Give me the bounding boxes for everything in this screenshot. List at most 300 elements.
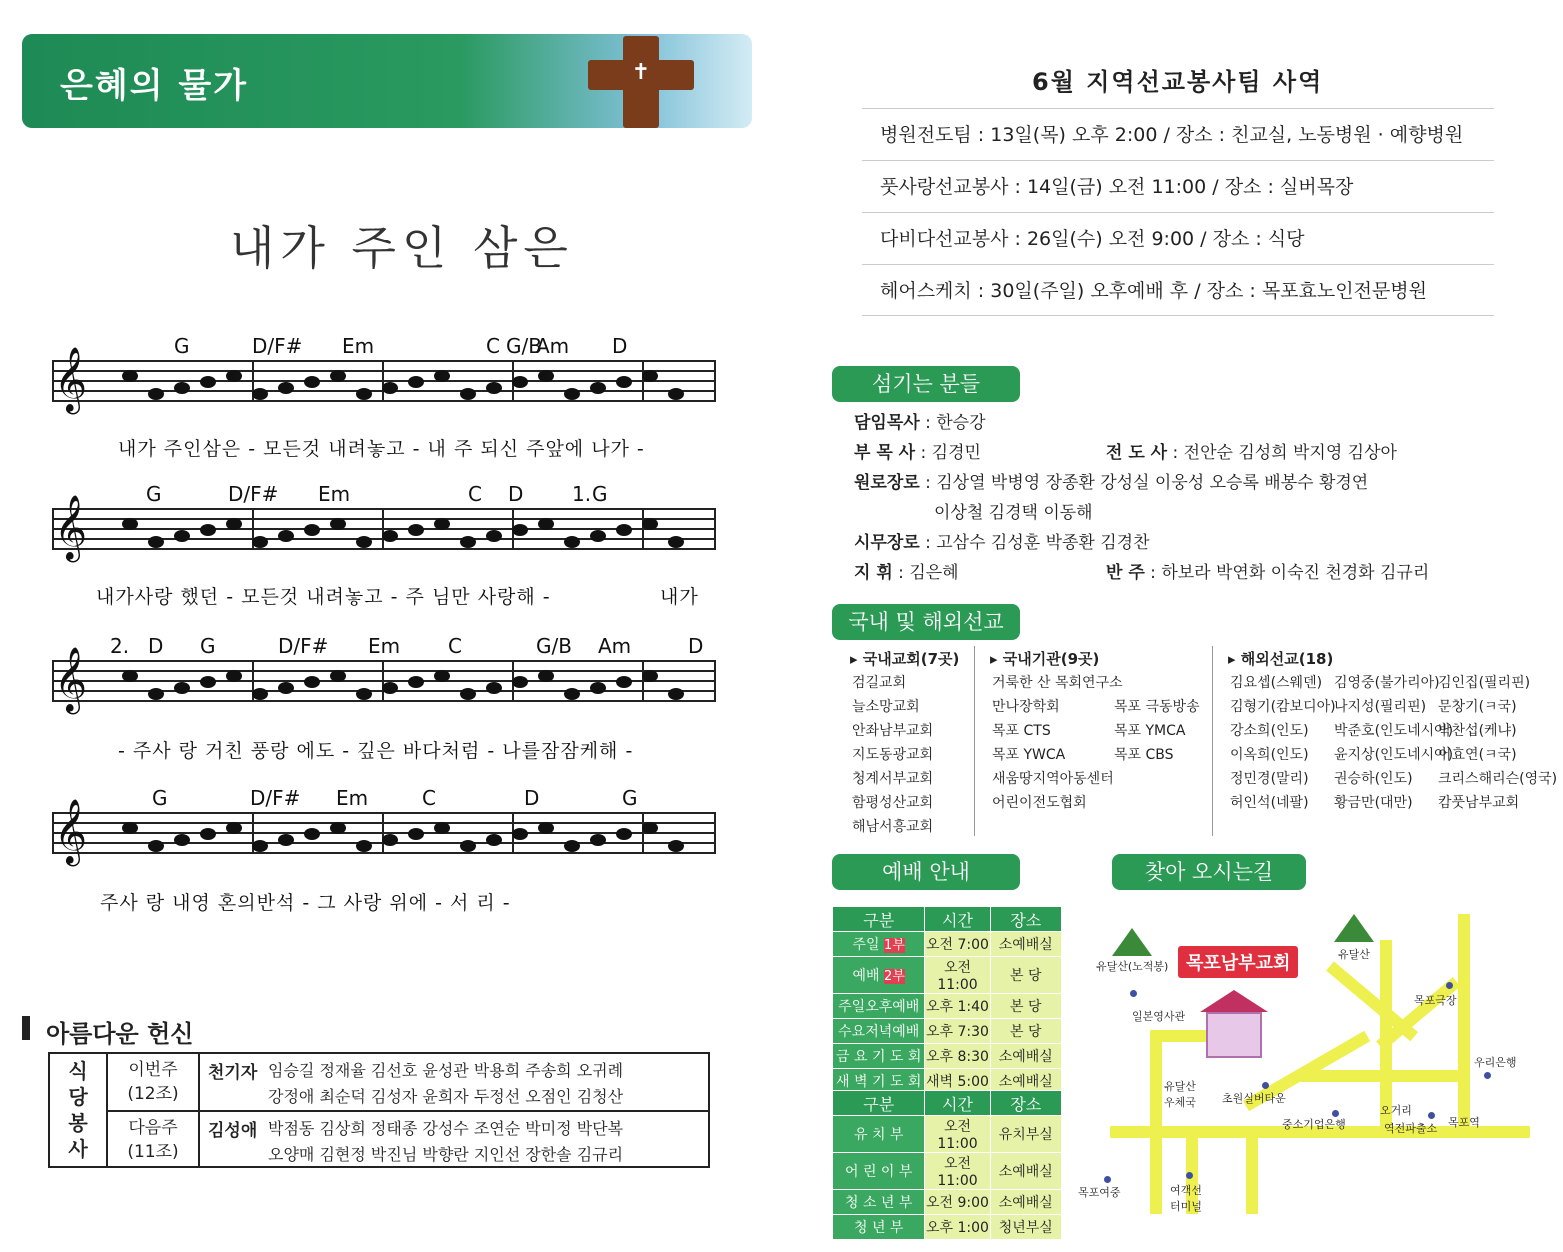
map-label: 일본영사관 <box>1132 1010 1186 1023</box>
map-marker-icon <box>1130 990 1137 997</box>
note-head <box>330 370 346 382</box>
table-row <box>833 1190 1062 1215</box>
team-leader: 천기자 <box>208 1063 258 1083</box>
offering-title: 아름다운 헌신 <box>46 1020 194 1048</box>
music-staff <box>52 495 716 560</box>
staff-line <box>52 852 716 854</box>
mission-item: 황금만(대만) <box>1334 795 1413 811</box>
note-head <box>642 822 658 834</box>
chord-symbol: G <box>146 482 162 506</box>
chord-symbol: D/F# <box>278 634 329 658</box>
missions-section-title: 국내 및 해외선교 <box>832 604 1020 640</box>
map-marker-icon <box>1484 1072 1491 1079</box>
mountain-icon <box>1112 928 1152 956</box>
map-road <box>1326 961 1418 1041</box>
note-head <box>174 530 190 542</box>
note-head <box>122 370 138 382</box>
table-row <box>833 957 1062 994</box>
note-head <box>330 822 346 834</box>
mission-item: 김형기(캄보디아) <box>1230 699 1336 715</box>
note-head <box>252 840 268 852</box>
note-head <box>642 370 658 382</box>
note-head <box>226 670 242 682</box>
note-head <box>252 388 268 400</box>
service-time: 오후 1:00 <box>925 1215 990 1240</box>
service-place: 소예배실 <box>990 1044 1061 1069</box>
note-head <box>330 670 346 682</box>
note-head <box>616 828 632 840</box>
chord-symbol: D <box>524 786 540 810</box>
service-name: 어 린 이 부 <box>833 1153 925 1190</box>
note-head <box>460 840 476 852</box>
mission-item: 목포 극동방송 <box>1114 699 1200 715</box>
service-place: 본 당 <box>990 957 1061 994</box>
note-head <box>434 670 450 682</box>
mission-item: 크리스해리슨(영국) <box>1438 771 1558 787</box>
chord-symbol: C <box>422 786 436 810</box>
map-label: 목포여중 <box>1078 1186 1121 1199</box>
map-label: 유달산 <box>1338 948 1370 961</box>
service-time: 오전11:00 <box>925 957 990 994</box>
mission-item: 해남서흥교회 <box>852 819 934 835</box>
accompanist-row: 반 주 : 하보라 박연화 이숙진 천경화 김규리 <box>1106 563 1430 583</box>
mission-item: 목포 YWCA <box>992 747 1066 763</box>
chord-symbol: D/F# <box>250 786 301 810</box>
note-head <box>408 524 424 536</box>
note-head <box>434 370 450 382</box>
note-head <box>434 518 450 530</box>
map-label: 유달산 우체국 <box>1164 1080 1196 1109</box>
service-time: 오후 8:30 <box>925 1044 990 1069</box>
mission-item: 박준호(인도네시아) <box>1334 723 1454 739</box>
chord-symbol: Em <box>342 334 375 358</box>
lyric-line: 내가 주인삼은 - 모든것 내려놓고 - 내 주 되신 주앞에 나가 - <box>118 438 645 460</box>
music-staff <box>52 347 716 412</box>
table-row <box>833 1215 1062 1240</box>
note-head <box>512 376 528 388</box>
mission-title: 6월 지역선교봉사팀 사역 <box>1032 68 1324 96</box>
team-members-1: 임승길 정재율 김선호 윤성관 박용희 주송희 오귀례 <box>268 1061 624 1080</box>
chord-symbol: Am <box>536 334 570 358</box>
map-marker-icon <box>1332 1110 1339 1117</box>
chord-symbol: G <box>592 482 608 506</box>
service-name: 금 요 기 도 회 <box>833 1044 925 1069</box>
chord-symbol: G <box>200 634 216 658</box>
church-icon <box>1206 1012 1262 1058</box>
mission-item: 김요셉(스웨덴) <box>1230 675 1323 691</box>
note-head <box>564 388 580 400</box>
senior-pastor-row: 담임목사 : 한승강 <box>854 413 986 433</box>
table-row <box>833 932 1062 957</box>
service-name: 예배 2부 <box>833 957 925 994</box>
note-head <box>538 822 554 834</box>
service-place: 소예배실 <box>990 1069 1061 1094</box>
note-head <box>200 376 216 388</box>
note-head <box>616 524 632 536</box>
note-head <box>590 530 606 542</box>
note-head <box>564 688 580 700</box>
chord-symbol: Em <box>318 482 351 506</box>
bar-line <box>382 360 384 402</box>
note-head <box>226 822 242 834</box>
table-header: 장소 <box>990 907 1061 932</box>
service-place: 소예배실 <box>990 1190 1061 1215</box>
note-head <box>486 682 502 694</box>
staff-line <box>52 508 716 510</box>
note-head <box>486 834 502 846</box>
cross-mark-icon: ✝ <box>631 60 651 85</box>
map-label: 여객선 터미널 <box>1170 1184 1202 1213</box>
table-header-row <box>833 907 1062 932</box>
team-leader: 김성애 <box>208 1121 258 1141</box>
table-header: 시간 <box>925 1091 990 1116</box>
note-head <box>642 670 658 682</box>
note-head <box>278 382 294 394</box>
offering-table <box>48 1052 710 1168</box>
service-name: 청 년 부 <box>833 1215 925 1240</box>
service-name: 유 치 부 <box>833 1116 925 1153</box>
domestic-churches-head: ▸ 국내교회(7곳) <box>850 650 960 668</box>
bar-line <box>382 812 384 854</box>
treble-clef-icon: 𝄞 <box>54 347 88 412</box>
treble-clef-icon: 𝄞 <box>54 647 88 712</box>
bar-line <box>52 660 54 702</box>
service-place: 본 당 <box>990 994 1061 1019</box>
table-header: 구분 <box>833 1091 925 1116</box>
mission-item: 박찬섭(케냐) <box>1438 723 1517 739</box>
bar-line <box>382 660 384 702</box>
mission-item: 권승하(인도) <box>1334 771 1413 787</box>
staff-line <box>52 822 716 824</box>
table-row <box>833 1019 1062 1044</box>
map-road <box>1246 1126 1258 1214</box>
service-time: 오전11:00 <box>925 1153 990 1190</box>
bar-line <box>642 812 644 854</box>
note-head <box>148 688 164 700</box>
schedule-item: 헤어스케치 : 30일(주일) 오후예배 후 / 장소 : 목포효노인전문병원 <box>862 264 1494 316</box>
service-time: 새벽 5:00 <box>925 1069 990 1094</box>
treble-clef-icon: 𝄞 <box>54 495 88 560</box>
staff-line <box>52 660 716 662</box>
team-members-1: 박점동 김상희 정태종 강성수 조연순 박미정 박단복 <box>268 1119 624 1138</box>
chord-symbol: D <box>688 634 704 658</box>
chord-symbol: G <box>152 786 168 810</box>
table-row <box>833 1153 1062 1190</box>
table-header: 장소 <box>990 1091 1061 1116</box>
note-head <box>356 840 372 852</box>
chord-symbol: G/B <box>536 634 572 658</box>
note-head <box>252 536 268 548</box>
mission-item: 어린이전도협회 <box>992 795 1087 811</box>
note-head <box>148 840 164 852</box>
note-head <box>460 388 476 400</box>
treble-clef-icon: 𝄞 <box>54 799 88 864</box>
note-head <box>512 828 528 840</box>
mission-item: 거룩한 산 목회연구소 <box>992 675 1123 691</box>
mission-item: 함평성산교회 <box>852 795 934 811</box>
music-staff <box>52 647 716 712</box>
mission-item: 나지성(필리핀) <box>1334 699 1427 715</box>
note-head <box>122 518 138 530</box>
map-road <box>1150 1030 1162 1214</box>
mission-item: 청계서부교회 <box>852 771 934 787</box>
table-header: 시간 <box>925 907 990 932</box>
note-head <box>512 524 528 536</box>
note-head <box>330 518 346 530</box>
staff-line <box>52 400 716 402</box>
chord-symbol: Em <box>368 634 401 658</box>
service-time: 오전 7:00 <box>925 932 990 957</box>
note-head <box>382 834 398 846</box>
mountain-icon <box>1334 914 1374 942</box>
mission-item: 정민경(말리) <box>1230 771 1309 787</box>
schedule-item: 다비다선교봉사 : 26일(수) 오전 9:00 / 장소 : 식당 <box>862 212 1494 264</box>
service-time: 오후 7:30 <box>925 1019 990 1044</box>
offering-row-this-week <box>108 1054 708 1110</box>
map-road <box>1150 1030 1210 1042</box>
note-head <box>122 670 138 682</box>
note-head <box>356 388 372 400</box>
note-head <box>226 518 242 530</box>
chord-symbol: D/F# <box>228 482 279 506</box>
service-place: 본 당 <box>990 1019 1061 1044</box>
mission-item: 안좌남부교회 <box>852 723 934 739</box>
map-marker-icon <box>1186 1172 1193 1179</box>
mission-item: 김영중(불가리아) <box>1334 675 1440 691</box>
note-head <box>174 382 190 394</box>
note-head <box>538 518 554 530</box>
bar-line <box>52 360 54 402</box>
map-label: 오거리 <box>1380 1104 1412 1117</box>
lyric-line: 주사 랑 내영 혼의반석 - 그 사랑 위에 - 서 리 - <box>100 892 511 914</box>
bar-line <box>382 508 384 550</box>
note-head <box>460 688 476 700</box>
note-head <box>382 682 398 694</box>
note-head <box>200 828 216 840</box>
table-row <box>833 1044 1062 1069</box>
note-head <box>668 536 684 548</box>
note-head <box>668 840 684 852</box>
mission-item: 검길교회 <box>852 675 907 691</box>
chord-symbol: C <box>486 334 500 358</box>
elders-row-2: 이상철 김경택 이동해 <box>934 503 1093 523</box>
team-members-2: 오양매 김현정 박진님 박향란 지인선 장한솔 김규리 <box>268 1145 624 1164</box>
map-marker-icon <box>1446 982 1453 989</box>
note-head <box>252 688 268 700</box>
mission-item: 늘소망교회 <box>852 699 920 715</box>
chord-symbol: 2. <box>110 634 130 658</box>
note-head <box>538 370 554 382</box>
chord-symbol: C <box>448 634 462 658</box>
mission-item: 캄풋남부교회 <box>1438 795 1520 811</box>
map-marker-icon <box>1428 1112 1435 1119</box>
map-label: 목포역 <box>1448 1116 1480 1129</box>
evangelist-row: 전 도 사 : 전안순 김성희 박지영 김상아 <box>1106 443 1397 463</box>
note-head <box>486 382 502 394</box>
map-label: 중소기업은행 <box>1282 1118 1346 1131</box>
column-divider <box>974 646 975 836</box>
bar-line <box>714 508 716 550</box>
schedule-item: 병원전도팀 : 13일(목) 오후 2:00 / 장소 : 친교실, 노동병원 · 예향병원 <box>862 108 1494 160</box>
map-marker-icon <box>1104 1176 1111 1183</box>
overseas-head: ▸ 해외선교(18) <box>1228 650 1334 668</box>
chord-symbol: Em <box>336 786 369 810</box>
note-head <box>278 530 294 542</box>
mission-item: 만나장학회 <box>992 699 1060 715</box>
note-head <box>616 676 632 688</box>
note-head <box>122 822 138 834</box>
note-head <box>200 524 216 536</box>
mission-item: 이옥희(인도) <box>1230 747 1309 763</box>
note-head <box>512 676 528 688</box>
bar-line <box>642 660 644 702</box>
mission-item: 강소희(인도) <box>1230 723 1309 739</box>
chord-symbol: C <box>468 482 482 506</box>
lyric-line: - 주사 랑 거친 풍랑 에도 - 깊은 바다처럼 - 나를잠잠케해 - <box>118 740 634 762</box>
note-head <box>590 682 606 694</box>
map-label: 우리은행 <box>1474 1056 1517 1069</box>
service-place: 소예배실 <box>990 932 1061 957</box>
note-head <box>408 376 424 388</box>
staff-line <box>52 548 716 550</box>
bar-line <box>52 508 54 550</box>
map-label: 초원실버타운 <box>1222 1092 1286 1105</box>
mission-item: 지도동광교회 <box>852 747 934 763</box>
note-head <box>486 530 502 542</box>
service-time: 오전11:00 <box>925 1116 990 1153</box>
mission-item: 새움땅지역아동센터 <box>992 771 1114 787</box>
lyric-tail: 내가 <box>660 586 699 608</box>
note-head <box>382 382 398 394</box>
table-header: 구분 <box>833 907 925 932</box>
mission-item: 윤지상(인도네시아) <box>1334 747 1454 763</box>
note-head <box>408 828 424 840</box>
note-head <box>304 828 320 840</box>
service-tag: 1부 <box>884 938 905 953</box>
note-head <box>434 822 450 834</box>
note-head <box>668 688 684 700</box>
chord-symbol: D <box>612 334 628 358</box>
mission-item: 문창기(ㅋ국) <box>1438 699 1517 715</box>
note-head <box>590 834 606 846</box>
table-header-row <box>833 1091 1062 1116</box>
mission-item: 목포 CTS <box>992 723 1051 739</box>
map-section-title: 찾아 오시는길 <box>1112 854 1306 890</box>
note-head <box>616 376 632 388</box>
map-label: 역전파출소 <box>1384 1122 1438 1135</box>
service-place: 청년부실 <box>990 1215 1061 1240</box>
team-members-2: 강정애 최순덕 김성자 윤희자 두정선 오점인 김청산 <box>268 1087 624 1106</box>
note-head <box>642 518 658 530</box>
assoc-pastor-row: 부 목 사 : 김경민 <box>854 443 981 463</box>
lyric-line: 내가사랑 했던 - 모든것 내려놓고 - 주 님만 사랑해 - <box>96 586 551 608</box>
chord-symbol: D/F# <box>252 334 303 358</box>
worship-table-dept <box>832 1090 1062 1240</box>
worship-section-title: 예배 안내 <box>832 854 1020 890</box>
service-place: 소예배실 <box>990 1153 1061 1190</box>
service-time: 오후 1:40 <box>925 994 990 1019</box>
staff-line <box>52 370 716 372</box>
note-head <box>564 536 580 548</box>
schedule-item: 풋사랑선교봉사 : 14일(금) 오전 11:00 / 장소 : 실버목장 <box>862 160 1494 212</box>
bar-line <box>714 812 716 854</box>
note-head <box>200 676 216 688</box>
chord-symbol: G/B <box>506 334 542 358</box>
note-head <box>408 676 424 688</box>
section-marker <box>22 1016 30 1040</box>
active-elders-row: 시무장로 : 고삼수 김성훈 박종환 김경찬 <box>854 533 1150 553</box>
map-marker-icon <box>1262 1082 1269 1089</box>
note-head <box>564 840 580 852</box>
mission-item: 목포 YMCA <box>1114 723 1186 739</box>
church-roof <box>1200 990 1268 1012</box>
staff-line <box>52 670 716 672</box>
note-head <box>460 536 476 548</box>
note-head <box>382 530 398 542</box>
note-head <box>148 388 164 400</box>
mission-item: 이효연(ㅋ국) <box>1438 747 1517 763</box>
column-divider <box>1212 646 1213 836</box>
chord-symbol: 1. <box>572 482 592 506</box>
table-row <box>833 1116 1062 1153</box>
chord-symbol: D <box>508 482 524 506</box>
note-head <box>278 834 294 846</box>
mission-item: 허인석(네팔) <box>1230 795 1309 811</box>
church-name-label: 목포남부교회 <box>1178 946 1298 978</box>
note-head <box>668 388 684 400</box>
service-time: 오전 9:00 <box>925 1190 990 1215</box>
table-row <box>833 994 1062 1019</box>
note-head <box>148 536 164 548</box>
note-head <box>174 682 190 694</box>
domestic-orgs-head: ▸ 국내기관(9곳) <box>990 650 1100 668</box>
service-name: 새 벽 기 도 회 <box>833 1069 925 1094</box>
offering-label: 식 당 봉 사 <box>50 1054 108 1166</box>
bar-line <box>642 360 644 402</box>
chord-symbol: G <box>622 786 638 810</box>
bar-line <box>714 360 716 402</box>
bar-line <box>714 660 716 702</box>
staff-line <box>52 700 716 702</box>
offering-row-next-week <box>108 1110 708 1166</box>
chord-symbol: Am <box>598 634 632 658</box>
map-label: 목포극장 <box>1414 994 1457 1007</box>
chord-symbol: D <box>148 634 164 658</box>
service-place: 유치부실 <box>990 1116 1061 1153</box>
staff-section-title: 섬기는 분들 <box>832 366 1020 402</box>
bar-line <box>642 508 644 550</box>
week-label: 다음주 (11조) <box>108 1112 200 1168</box>
note-head <box>304 376 320 388</box>
note-head <box>174 834 190 846</box>
mission-item: 김인집(필리핀) <box>1438 675 1531 691</box>
service-name: 주일오후예배 <box>833 994 925 1019</box>
conductor-row: 지 휘 : 김은혜 <box>854 563 959 583</box>
service-name: 수요저녁예배 <box>833 1019 925 1044</box>
elders-row: 원로장로 : 김상열 박병영 장종환 강성실 이웅성 오승록 배봉수 황경연 <box>854 473 1369 493</box>
bar-line <box>52 812 54 854</box>
week-label: 이번주 (12조) <box>108 1054 200 1110</box>
note-head <box>304 524 320 536</box>
staff-line <box>52 812 716 814</box>
staff-line <box>52 518 716 520</box>
service-tag: 2부 <box>884 969 905 984</box>
worship-table-main <box>832 906 1062 1094</box>
note-head <box>278 682 294 694</box>
staff-line <box>52 360 716 362</box>
note-head <box>226 370 242 382</box>
service-name: 청 소 년 부 <box>833 1190 925 1215</box>
